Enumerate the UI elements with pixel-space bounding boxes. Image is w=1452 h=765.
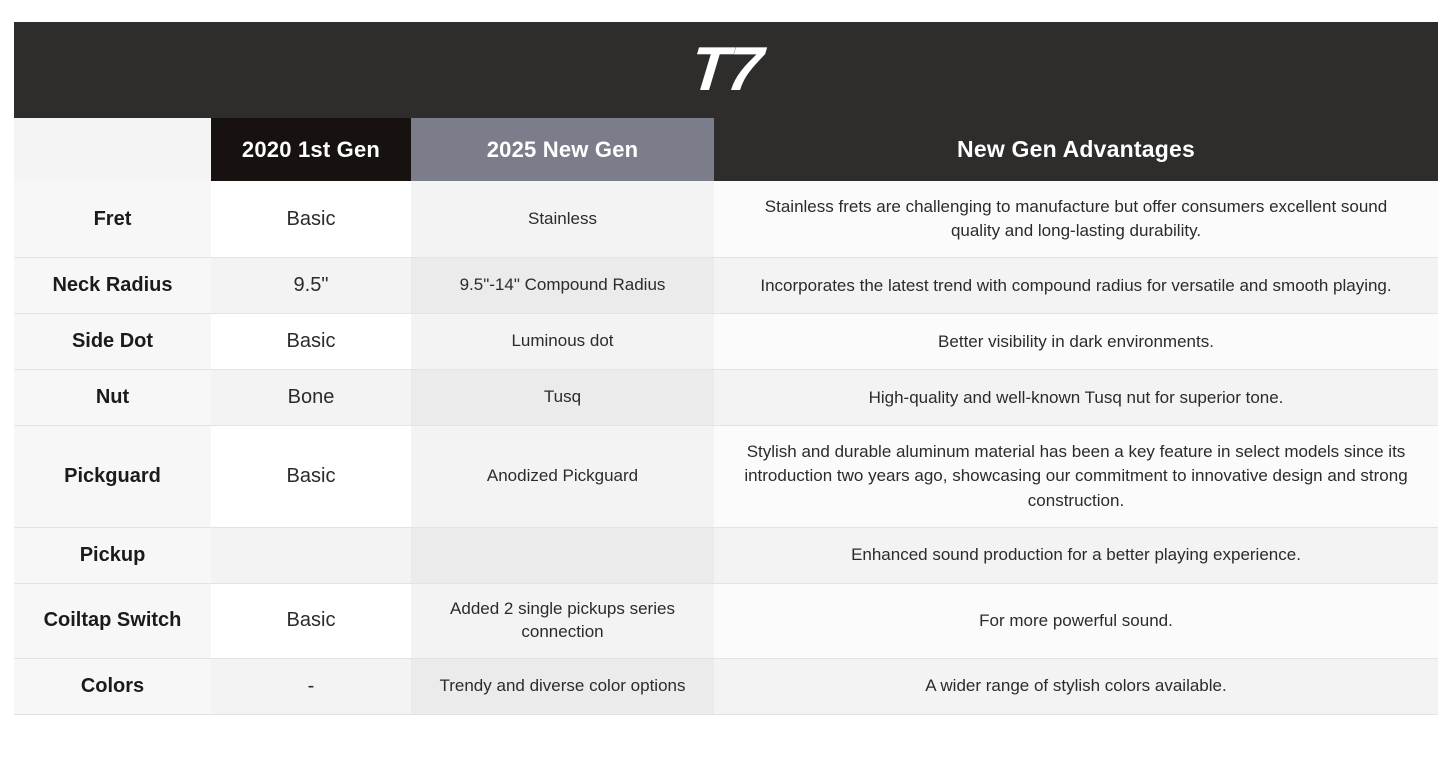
row-new-value: Anodized Pickguard — [411, 426, 714, 527]
row-old-value: Basic — [211, 314, 411, 370]
table-row — [14, 181, 1438, 258]
table-row — [14, 426, 1438, 527]
table-row — [14, 314, 1438, 370]
table-row — [14, 370, 1438, 426]
row-new-value: Stainless — [411, 181, 714, 258]
table-header — [14, 118, 1438, 181]
column-header-new-gen-advantages: New Gen Advantages — [714, 118, 1438, 181]
table-bottom-divider — [14, 714, 1438, 715]
row-feature-label: Colors — [14, 658, 211, 714]
table-row — [14, 583, 1438, 658]
row-feature-label: Pickguard — [14, 426, 211, 527]
row-old-value — [211, 527, 411, 583]
comparison-table — [14, 118, 1438, 714]
row-advantage-text: Incorporates the latest trend with compound radius for versatile and smooth playing. — [714, 258, 1438, 314]
row-advantage-text: For more powerful sound. — [714, 583, 1438, 658]
row-new-value: Luminous dot — [411, 314, 714, 370]
row-advantage-text: Stylish and durable aluminum material has been a key feature in select models since its introduction two years ago, showcasing our commitment to innovative design and strong construction. — [714, 426, 1438, 527]
spec-sheet — [14, 22, 1438, 715]
row-feature-label: Nut — [14, 370, 211, 426]
row-old-value: Basic — [211, 583, 411, 658]
title-banner — [14, 22, 1438, 118]
table-row — [14, 658, 1438, 714]
table-row — [14, 258, 1438, 314]
table-header-row — [14, 118, 1438, 181]
row-feature-label: Side Dot — [14, 314, 211, 370]
row-old-value: Basic — [211, 181, 411, 258]
row-advantage-text: Stainless frets are challenging to manufacture but offer consumers excellent sound quality and long-lasting durability. — [714, 181, 1438, 258]
row-new-value: Trendy and diverse color options — [411, 658, 714, 714]
row-feature-label: Neck Radius — [14, 258, 211, 314]
row-new-value: 9.5"-14" Compound Radius — [411, 258, 714, 314]
row-feature-label: Fret — [14, 181, 211, 258]
row-new-value: Tusq — [411, 370, 714, 426]
row-old-value: Bone — [211, 370, 411, 426]
row-feature-label: Coiltap Switch — [14, 583, 211, 658]
row-advantage-text: High-quality and well-known Tusq nut for superior tone. — [714, 370, 1438, 426]
page-title: T7 — [687, 35, 765, 104]
row-old-value: - — [211, 658, 411, 714]
table-row — [14, 527, 1438, 583]
row-new-value — [411, 527, 714, 583]
row-old-value: 9.5" — [211, 258, 411, 314]
row-old-value: Basic — [211, 426, 411, 527]
row-new-value: Added 2 single pickups series connection — [411, 583, 714, 658]
row-advantage-text: A wider range of stylish colors available. — [714, 658, 1438, 714]
row-advantage-text: Enhanced sound production for a better playing experience. — [714, 527, 1438, 583]
column-header-feature — [14, 118, 211, 181]
row-feature-label: Pickup — [14, 527, 211, 583]
table-body — [14, 181, 1438, 714]
row-advantage-text: Better visibility in dark environments. — [714, 314, 1438, 370]
column-header-2025-new-gen: 2025 New Gen — [411, 118, 714, 181]
column-header-2020-1st-gen: 2020 1st Gen — [211, 118, 411, 181]
